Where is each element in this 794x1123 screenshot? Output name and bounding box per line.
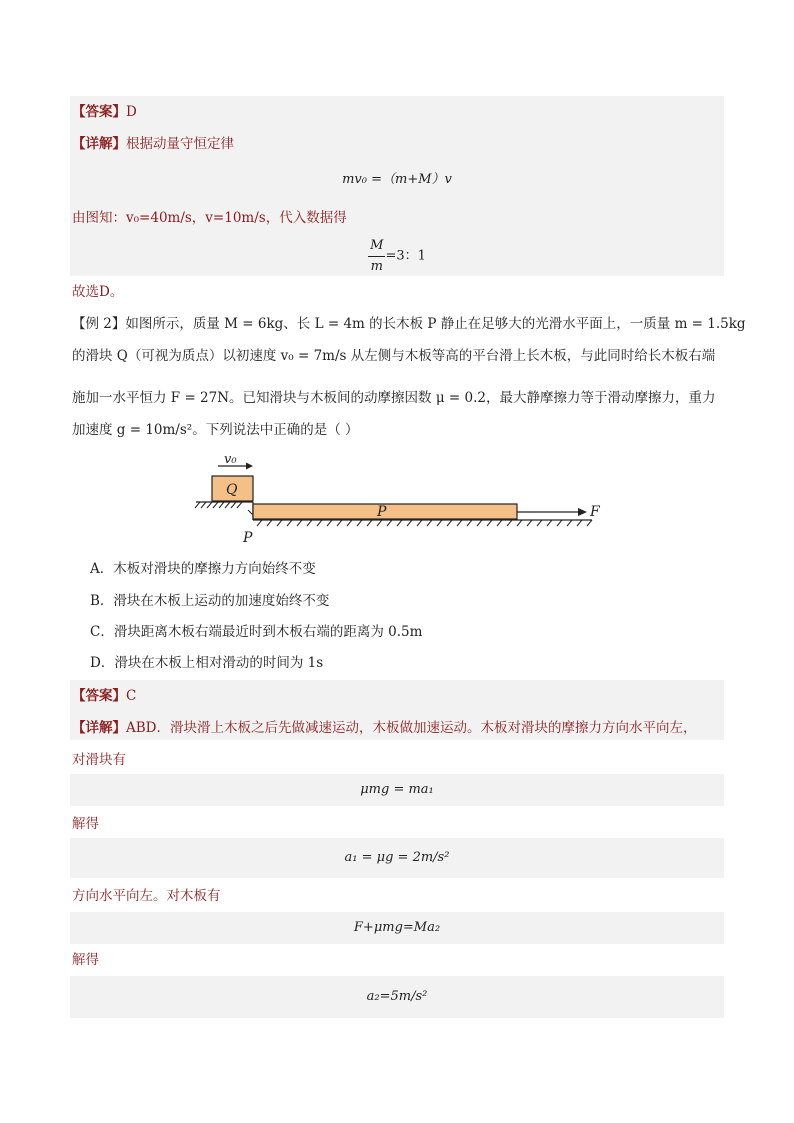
answer-tag-2: 【答案】 bbox=[72, 688, 126, 704]
given-values: 由图知：v₀=40m/s，v=10m/s，代入数据得 bbox=[72, 210, 347, 226]
direction-text: 方向水平向左。对木板有 bbox=[72, 888, 221, 904]
answer-value: D bbox=[126, 104, 137, 120]
equation-c: F+μmg=Ma₂ bbox=[353, 920, 441, 935]
label-v0: v₀ bbox=[224, 452, 237, 467]
conclusion: 故选D。 bbox=[72, 284, 124, 300]
fraction bbox=[368, 236, 385, 277]
answer-value-2: C bbox=[126, 688, 137, 704]
option-a: A．木板对滑块的摩擦力方向始终不变 bbox=[90, 561, 316, 577]
detail-tag: 【详解】 bbox=[72, 136, 126, 152]
answer-line-1 bbox=[72, 102, 137, 122]
question-line-1: 【例 2】如图所示，质量 M = 6kg、长 L = 4m 的长木板 P 静止在足够大的光滑水平面上，一质量 m = 1.5kg bbox=[72, 316, 746, 332]
option-d: D．滑块在木板上相对滑动的时间为 1s bbox=[90, 655, 324, 671]
question-line-4: 加速度 g = 10m/s²。下列说法中正确的是（ ） bbox=[72, 422, 359, 438]
detail-tag-2: 【详解】 bbox=[72, 720, 126, 736]
question-line-2: 的滑块 Q（可视为质点）以初速度 v₀ = 7m/s 从左侧与木板等高的平台滑上长木板，与此同时给长木板右端 bbox=[72, 348, 716, 364]
figure-block-board bbox=[0, 448, 794, 558]
equation-ratio bbox=[70, 236, 724, 277]
option-c: C．滑块距离木板右端最近时到木板右端的距离为 0.5m bbox=[90, 624, 423, 640]
equation-a: μmg = ma₁ bbox=[360, 782, 434, 797]
equation-momentum: mv₀ =（m+M）v bbox=[342, 172, 452, 187]
label-p-corner: P bbox=[243, 530, 253, 546]
fraction-result: =3：1 bbox=[385, 248, 426, 264]
fraction-numerator: M bbox=[368, 236, 385, 257]
detail-text-2: ABD．滑块滑上木板之后先做减速运动，木板做加速运动。木板对滑块的摩擦力方向水平向左， bbox=[126, 720, 697, 736]
answer-line-2 bbox=[72, 686, 136, 706]
equation-d: a₂=5m/s² bbox=[366, 989, 428, 1004]
detail-line-1 bbox=[72, 134, 234, 154]
question-line-3: 施加一水平恒力 F = 27N。已知滑块与木板间的动摩擦因数 μ = 0.2，最大静摩擦力等于滑动摩擦力，重力 bbox=[72, 390, 716, 406]
detail-line-2b: 对滑块有 bbox=[72, 752, 126, 768]
label-f: F bbox=[590, 504, 600, 520]
solve-label-1: 解得 bbox=[72, 816, 99, 832]
fraction-denominator: m bbox=[370, 259, 383, 274]
label-p-board: P bbox=[377, 504, 387, 520]
option-b: B．滑块在木板上运动的加速度始终不变 bbox=[90, 593, 330, 609]
solve-label-2: 解得 bbox=[72, 952, 99, 968]
equation-b: a₁ = μg = 2m/s² bbox=[344, 850, 450, 865]
answer-tag: 【答案】 bbox=[72, 104, 126, 120]
detail-text: 根据动量守恒定律 bbox=[126, 136, 234, 152]
detail-line-2a bbox=[72, 718, 697, 738]
label-q: Q bbox=[226, 482, 238, 498]
